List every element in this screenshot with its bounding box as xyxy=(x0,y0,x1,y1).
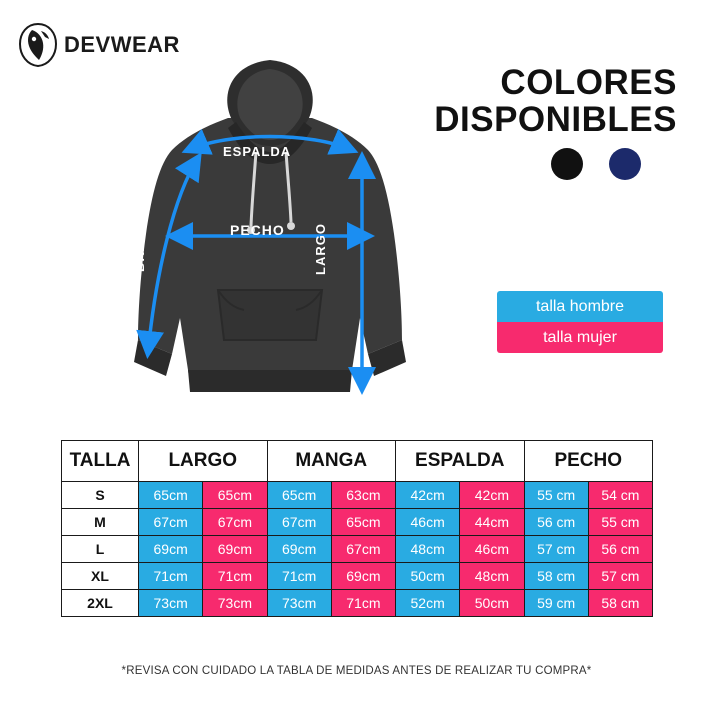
cell-manga-hombre: 69cm xyxy=(267,536,331,563)
cell-pecho-hombre: 59 cm xyxy=(524,590,588,617)
cell-manga-mujer: 63cm xyxy=(331,482,395,509)
brand-name: DEVWEAR xyxy=(64,32,180,57)
cell-espalda-mujer: 44cm xyxy=(460,509,524,536)
cell-espalda-mujer: 42cm xyxy=(460,482,524,509)
cell-talla: M xyxy=(62,509,139,536)
cell-talla: L xyxy=(62,536,139,563)
legend xyxy=(497,291,663,353)
column-header-pecho: PECHO xyxy=(524,441,653,482)
hoodie-illustration xyxy=(110,40,440,420)
cell-espalda-mujer: 50cm xyxy=(460,590,524,617)
cell-espalda-hombre: 42cm xyxy=(396,482,460,509)
cell-pecho-hombre: 55 cm xyxy=(524,482,588,509)
cell-largo-hombre: 67cm xyxy=(139,509,203,536)
footnote: *REVISA CON CUIDADO LA TABLA DE MEDIDAS ANTES DE REALIZAR TU COMPRA* xyxy=(121,665,592,677)
color-swatch-negro xyxy=(551,148,583,180)
table-row xyxy=(62,482,653,509)
cell-manga-mujer: 71cm xyxy=(331,590,395,617)
hoodie-label-brazo: BRAZO xyxy=(132,220,147,272)
cell-largo-hombre: 69cm xyxy=(139,536,203,563)
cell-manga-mujer: 65cm xyxy=(331,509,395,536)
cell-talla: 2XL xyxy=(62,590,139,617)
cell-largo-hombre: 71cm xyxy=(139,563,203,590)
cell-manga-hombre: 71cm xyxy=(267,563,331,590)
table-row xyxy=(62,590,653,617)
column-header-largo: LARGO xyxy=(139,441,268,482)
cell-espalda-hombre: 46cm xyxy=(396,509,460,536)
hoodie-label-pecho: PECHO xyxy=(230,222,285,238)
cell-pecho-hombre: 56 cm xyxy=(524,509,588,536)
cell-largo-mujer: 69cm xyxy=(203,536,267,563)
size-chart-table xyxy=(61,440,653,617)
colors-title-line1: COLORES xyxy=(500,63,677,102)
cell-largo-mujer: 67cm xyxy=(203,509,267,536)
cell-pecho-mujer: 56 cm xyxy=(588,536,652,563)
cell-espalda-hombre: 48cm xyxy=(396,536,460,563)
cell-espalda-mujer: 46cm xyxy=(460,536,524,563)
color-swatch-list xyxy=(417,148,677,180)
colors-title-line2: DISPONIBLES xyxy=(434,100,677,140)
cell-pecho-mujer: 58 cm xyxy=(588,590,652,617)
cell-largo-hombre: 73cm xyxy=(139,590,203,617)
cell-largo-mujer: 65cm xyxy=(203,482,267,509)
cell-talla: XL xyxy=(62,563,139,590)
hoodie-label-largo: LARGO xyxy=(313,223,328,275)
cell-manga-hombre: 67cm xyxy=(267,509,331,536)
cell-manga-hombre: 65cm xyxy=(267,482,331,509)
color-swatch-azul-marino xyxy=(609,148,641,180)
cell-pecho-hombre: 57 cm xyxy=(524,536,588,563)
cell-largo-mujer: 71cm xyxy=(203,563,267,590)
cell-manga-mujer: 69cm xyxy=(331,563,395,590)
cell-manga-hombre: 73cm xyxy=(267,590,331,617)
cell-largo-mujer: 73cm xyxy=(203,590,267,617)
devil-head-logo-icon xyxy=(18,22,58,68)
cell-manga-mujer: 67cm xyxy=(331,536,395,563)
cell-pecho-hombre: 58 cm xyxy=(524,563,588,590)
cell-pecho-mujer: 55 cm xyxy=(588,509,652,536)
legend-item-talla-hombre: talla hombre xyxy=(497,291,663,322)
column-header-talla: TALLA xyxy=(62,441,139,482)
cell-pecho-mujer: 54 cm xyxy=(588,482,652,509)
column-header-espalda: ESPALDA xyxy=(396,441,525,482)
cell-espalda-hombre: 52cm xyxy=(396,590,460,617)
table-row xyxy=(62,536,653,563)
table-row xyxy=(62,509,653,536)
available-colors-section xyxy=(417,64,677,180)
table-header-row xyxy=(62,441,653,482)
cell-espalda-mujer: 48cm xyxy=(460,563,524,590)
cell-pecho-mujer: 57 cm xyxy=(588,563,652,590)
table-row xyxy=(62,563,653,590)
cell-largo-hombre: 65cm xyxy=(139,482,203,509)
hoodie-label-espalda: ESPALDA xyxy=(223,144,292,159)
cell-talla: S xyxy=(62,482,139,509)
column-header-manga: MANGA xyxy=(267,441,396,482)
legend-item-talla-mujer: talla mujer xyxy=(497,322,663,353)
cell-espalda-hombre: 50cm xyxy=(396,563,460,590)
